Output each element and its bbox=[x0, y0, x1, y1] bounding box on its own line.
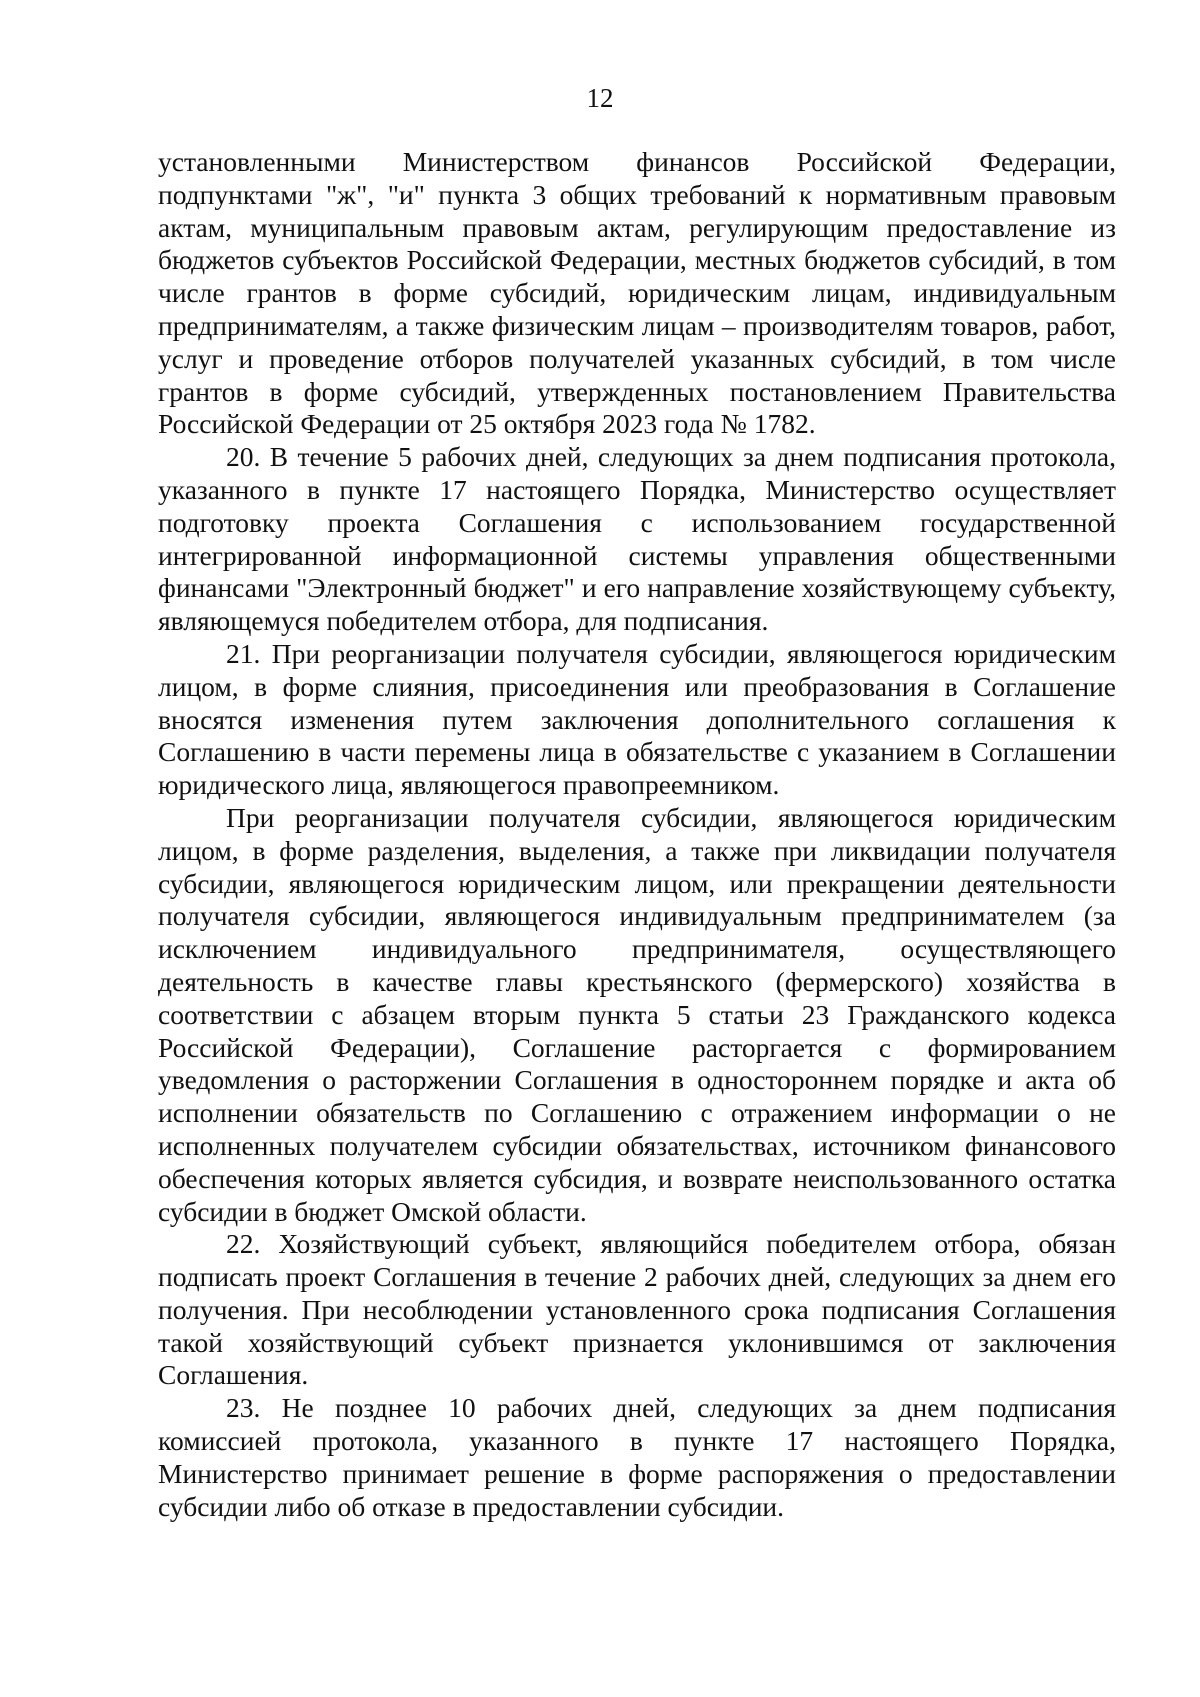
document-body bbox=[158, 146, 1116, 1523]
paragraph-item-21: 21. При реорганизации получателя субсидии, являющегося юридическим лицом, в форме слияния, присоединения или преобразования в Соглашение вносятся изменения путем заключения дополнительного соглашения к Соглашению в части перемены лица в обязательстве с указанием в Соглашении юридического лица, являющегося правопреемником. bbox=[158, 637, 1116, 801]
paragraph-item-21-second: При реорганизации получателя субсидии, являющегося юридическим лицом, в форме разделения, выделения, а также при ликвидации получателя субсидии, являющегося юридическим лицом, или прекращении деятельности получателя субсидии, являющегося индивидуальным предпринимателем (за исключением индивидуального предпринимателя, осуществляющего деятельность в качестве главы крестьянского (фермерского) хозяйства в соответствии с абзацем вторым пункта 5 статьи 23 Гражданского кодекса Российской Федерации), Соглашение расторгается с формированием уведомления о расторжении Соглашения в одностороннем порядке и акта об исполнении обязательств по Соглашению с отражением информации о не исполненных получателем субсидии обязательствах, источником финансового обеспечения которых является субсидия, и возврате неиспользованного остатка субсидии в бюджет Омской области. bbox=[158, 801, 1116, 1227]
paragraph-continuation: установленными Министерством финансов Российской Федерации, подпунктами "ж", "и" пункта 3 общих требований к нормативным правовым актам, муниципальным правовым актам, регулирующим предоставление из бюджетов субъектов Российской Федерации, местных бюджетов субсидий, в том числе грантов в форме субсидий, юридическим лицам, индивидуальным предпринимателям, а также физическим лицам – производителям товаров, работ, услуг и проведение отборов получателей указанных субсидий, в том числе грантов в форме субсидий, утвержденных постановлением Правительства Российской Федерации от 25 октября 2023 года № 1782. bbox=[158, 146, 1116, 440]
paragraph-item-23: 23. Не позднее 10 рабочих дней, следующих за днем подписания комиссией протокола, указанного в пункте 17 настоящего Порядка, Министерство принимает решение в форме распоряжения о предоставлении субсидии либо об отказе в предоставлении субсидии. bbox=[158, 1392, 1116, 1522]
paragraph-item-20: 20. В течение 5 рабочих дней, следующих за днем подписания протокола, указанного в пункте 17 настоящего Порядка, Министерство осуществляет подготовку проекта Соглашения с использованием государственной интегрированной информационной системы управления общественными финансами "Электронный бюджет" и его направление хозяйствующему субъекту, являющемуся победителем отбора, для подписания. bbox=[158, 441, 1116, 637]
paragraph-item-22: 22. Хозяйствующий субъект, являющийся победителем отбора, обязан подписать проект Соглашения в течение 2 рабочих дней, следующих за днем его получения. При несоблюдении установленного срока подписания Соглашения такой хозяйствующий субъект признается уклонившимся от заключения Соглашения. bbox=[158, 1228, 1116, 1391]
page-number: 12 bbox=[586, 83, 614, 113]
